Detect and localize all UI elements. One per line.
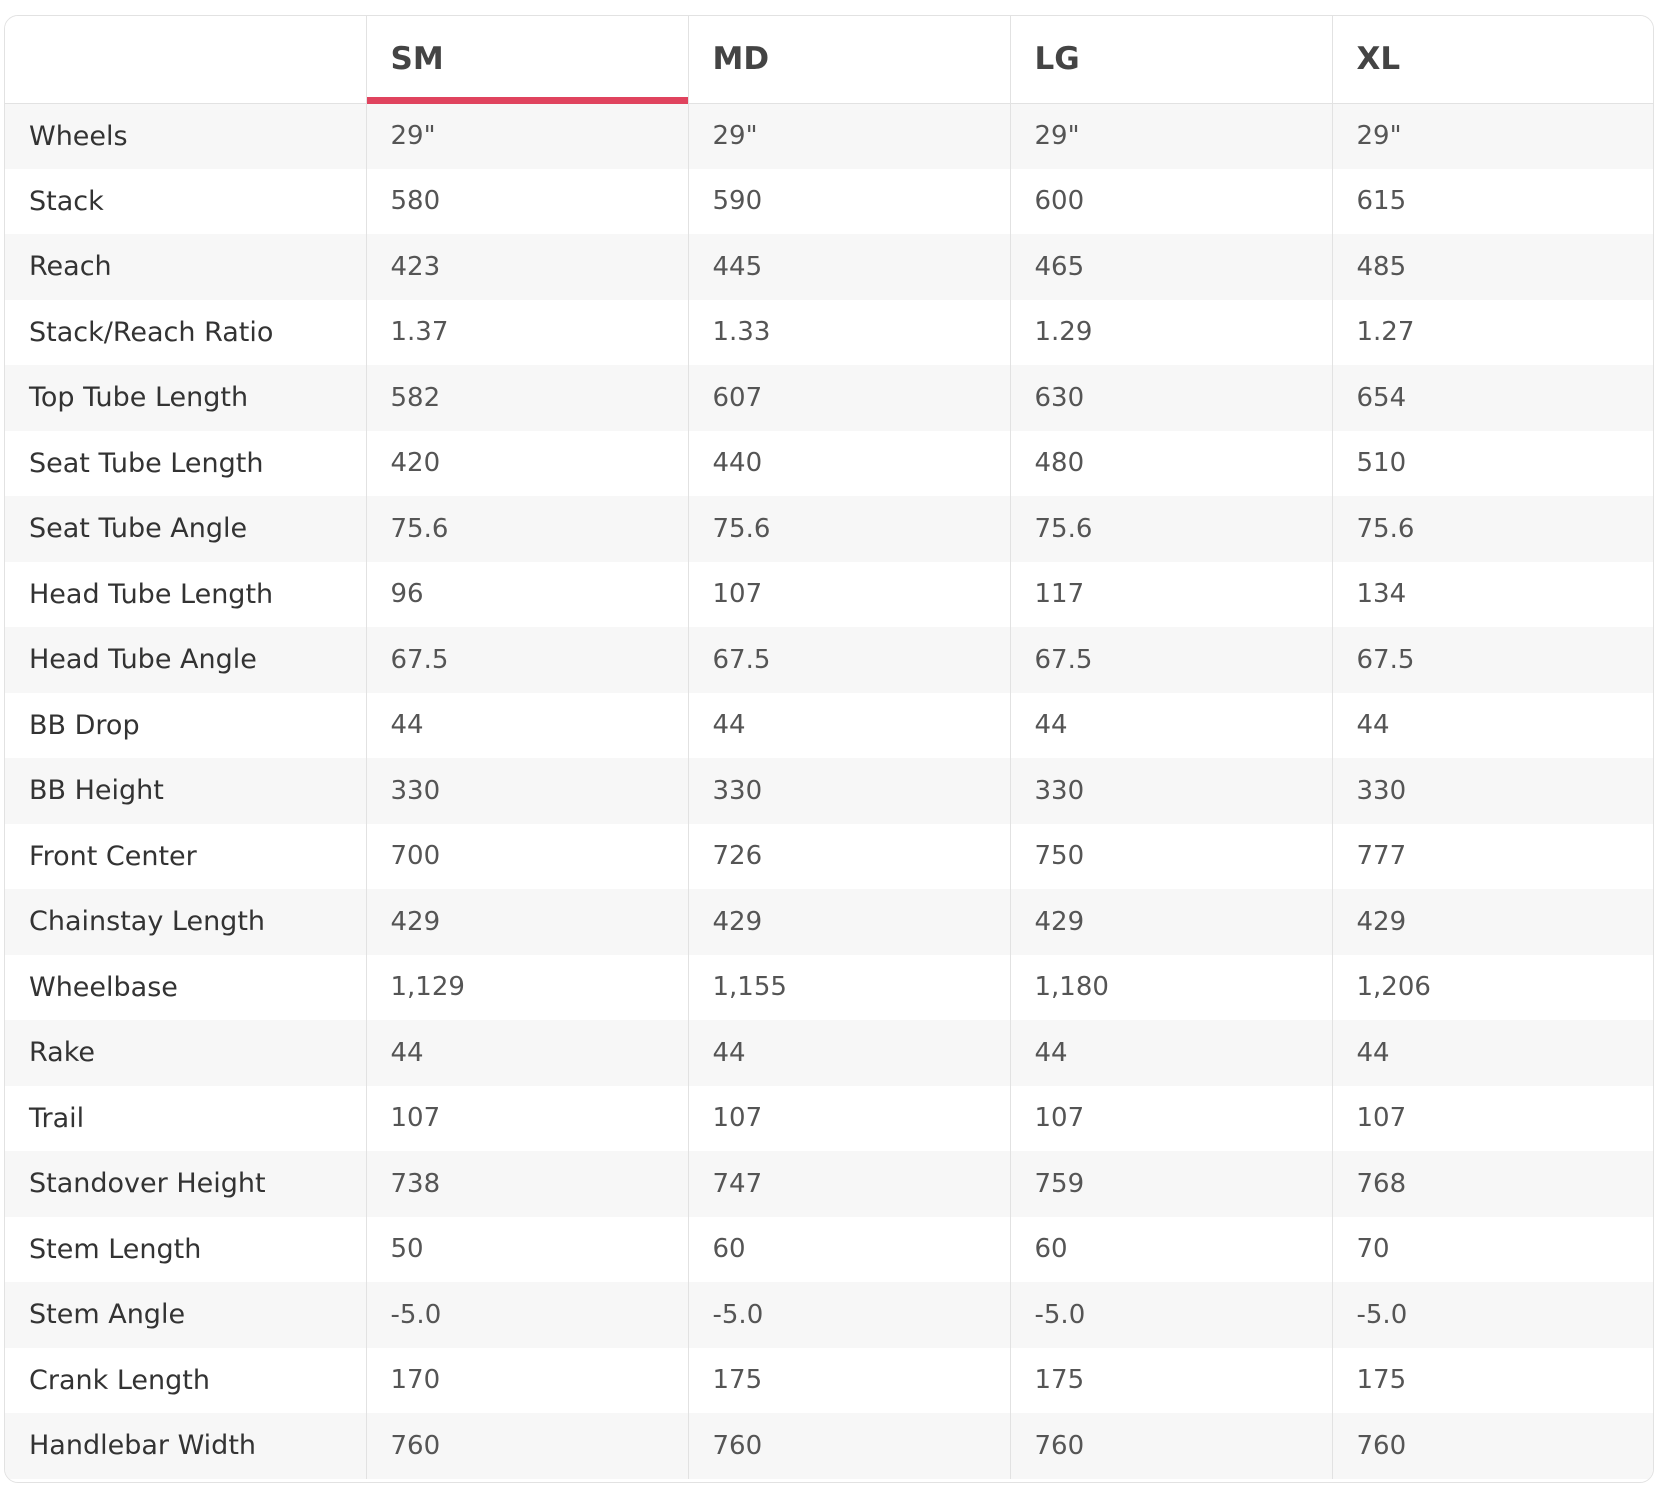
value-cell-sm: 423 — [366, 234, 688, 300]
size-tab-xl[interactable]: XL — [1332, 16, 1654, 103]
value-cell-xl: 510 — [1332, 431, 1654, 497]
row-label: Head Tube Length — [5, 562, 366, 628]
table-row — [5, 562, 1654, 628]
value-cell-md: 747 — [688, 1151, 1010, 1217]
value-cell-sm: 330 — [366, 758, 688, 824]
value-cell-lg: 29" — [1010, 103, 1332, 169]
value-cell-xl: 654 — [1332, 365, 1654, 431]
value-cell-xl: 330 — [1332, 758, 1654, 824]
value-cell-xl: 75.6 — [1332, 496, 1654, 562]
table-row — [5, 234, 1654, 300]
table-row — [5, 1282, 1654, 1348]
row-label: Front Center — [5, 824, 366, 890]
value-cell-lg: 759 — [1010, 1151, 1332, 1217]
value-cell-md: 590 — [688, 169, 1010, 235]
row-label: Reach — [5, 234, 366, 300]
value-cell-sm: 96 — [366, 562, 688, 628]
value-cell-sm: 29" — [366, 103, 688, 169]
table-header — [5, 16, 1654, 103]
value-cell-md: 107 — [688, 1086, 1010, 1152]
row-label: Stack — [5, 169, 366, 235]
value-cell-xl: 429 — [1332, 889, 1654, 955]
value-cell-sm: 420 — [366, 431, 688, 497]
row-label: Chainstay Length — [5, 889, 366, 955]
table-row — [5, 889, 1654, 955]
table-row — [5, 1020, 1654, 1086]
value-cell-lg: 175 — [1010, 1348, 1332, 1414]
value-cell-md: 726 — [688, 824, 1010, 890]
row-label: Handlebar Width — [5, 1413, 366, 1479]
table-row — [5, 1217, 1654, 1283]
value-cell-lg: 429 — [1010, 889, 1332, 955]
table-row — [5, 824, 1654, 890]
table-row — [5, 1348, 1654, 1414]
row-label: Seat Tube Length — [5, 431, 366, 497]
value-cell-sm: 170 — [366, 1348, 688, 1414]
value-cell-sm: 760 — [366, 1413, 688, 1479]
value-cell-xl: 1.27 — [1332, 300, 1654, 366]
value-cell-lg: 107 — [1010, 1086, 1332, 1152]
value-cell-sm: 67.5 — [366, 627, 688, 693]
value-cell-md: 67.5 — [688, 627, 1010, 693]
value-cell-sm: 44 — [366, 693, 688, 759]
value-cell-sm: 44 — [366, 1020, 688, 1086]
value-cell-lg: 1.29 — [1010, 300, 1332, 366]
table-row — [5, 365, 1654, 431]
table-row — [5, 1086, 1654, 1152]
row-label: Wheelbase — [5, 955, 366, 1021]
value-cell-xl: 175 — [1332, 1348, 1654, 1414]
row-label: Stack/Reach Ratio — [5, 300, 366, 366]
row-label: Head Tube Angle — [5, 627, 366, 693]
table-row — [5, 758, 1654, 824]
row-label: BB Drop — [5, 693, 366, 759]
value-cell-md: 44 — [688, 693, 1010, 759]
value-cell-lg: 117 — [1010, 562, 1332, 628]
value-cell-sm: 580 — [366, 169, 688, 235]
value-cell-lg: 600 — [1010, 169, 1332, 235]
value-cell-md: 60 — [688, 1217, 1010, 1283]
table-row — [5, 169, 1654, 235]
header-row — [5, 16, 1654, 103]
value-cell-md: 1,155 — [688, 955, 1010, 1021]
table-row — [5, 1151, 1654, 1217]
value-cell-sm: 429 — [366, 889, 688, 955]
value-cell-md: 1.33 — [688, 300, 1010, 366]
value-cell-md: 330 — [688, 758, 1010, 824]
value-cell-md: 44 — [688, 1020, 1010, 1086]
value-cell-sm: 582 — [366, 365, 688, 431]
value-cell-xl: 768 — [1332, 1151, 1654, 1217]
value-cell-sm: 1.37 — [366, 300, 688, 366]
size-tab-sm[interactable]: SM — [366, 16, 688, 103]
value-cell-xl: 777 — [1332, 824, 1654, 890]
value-cell-md: 607 — [688, 365, 1010, 431]
table-row — [5, 103, 1654, 169]
size-tab-lg[interactable]: LG — [1010, 16, 1332, 103]
value-cell-md: 175 — [688, 1348, 1010, 1414]
table-row — [5, 693, 1654, 759]
row-label: Stem Length — [5, 1217, 366, 1283]
value-cell-lg: 60 — [1010, 1217, 1332, 1283]
row-label: Seat Tube Angle — [5, 496, 366, 562]
value-cell-lg: 480 — [1010, 431, 1332, 497]
geometry-table-card — [4, 15, 1654, 1483]
value-cell-md: 429 — [688, 889, 1010, 955]
value-cell-lg: 44 — [1010, 1020, 1332, 1086]
value-cell-lg: 67.5 — [1010, 627, 1332, 693]
value-cell-md: -5.0 — [688, 1282, 1010, 1348]
table-row — [5, 627, 1654, 693]
value-cell-lg: 1,180 — [1010, 955, 1332, 1021]
value-cell-xl: 44 — [1332, 1020, 1654, 1086]
value-cell-lg: 75.6 — [1010, 496, 1332, 562]
table-row — [5, 955, 1654, 1021]
header-blank-cell — [5, 16, 366, 103]
value-cell-sm: 700 — [366, 824, 688, 890]
size-tab-md[interactable]: MD — [688, 16, 1010, 103]
value-cell-lg: 465 — [1010, 234, 1332, 300]
value-cell-md: 445 — [688, 234, 1010, 300]
value-cell-md: 440 — [688, 431, 1010, 497]
table-row — [5, 300, 1654, 366]
value-cell-lg: 750 — [1010, 824, 1332, 890]
value-cell-md: 760 — [688, 1413, 1010, 1479]
value-cell-xl: 134 — [1332, 562, 1654, 628]
value-cell-sm: 75.6 — [366, 496, 688, 562]
value-cell-lg: 760 — [1010, 1413, 1332, 1479]
value-cell-xl: 67.5 — [1332, 627, 1654, 693]
value-cell-xl: 29" — [1332, 103, 1654, 169]
row-label: Top Tube Length — [5, 365, 366, 431]
value-cell-md: 29" — [688, 103, 1010, 169]
value-cell-xl: 1,206 — [1332, 955, 1654, 1021]
value-cell-lg: 630 — [1010, 365, 1332, 431]
geometry-table — [5, 16, 1654, 1479]
value-cell-xl: 760 — [1332, 1413, 1654, 1479]
row-label: Stem Angle — [5, 1282, 366, 1348]
value-cell-sm: 107 — [366, 1086, 688, 1152]
row-label: Crank Length — [5, 1348, 366, 1414]
row-label: Trail — [5, 1086, 366, 1152]
row-label: Standover Height — [5, 1151, 366, 1217]
value-cell-xl: 615 — [1332, 169, 1654, 235]
value-cell-md: 75.6 — [688, 496, 1010, 562]
value-cell-sm: 50 — [366, 1217, 688, 1283]
value-cell-sm: -5.0 — [366, 1282, 688, 1348]
table-body — [5, 103, 1654, 1479]
value-cell-xl: 70 — [1332, 1217, 1654, 1283]
value-cell-xl: 107 — [1332, 1086, 1654, 1152]
value-cell-xl: 485 — [1332, 234, 1654, 300]
row-label: BB Height — [5, 758, 366, 824]
row-label: Rake — [5, 1020, 366, 1086]
value-cell-xl: -5.0 — [1332, 1282, 1654, 1348]
value-cell-lg: 330 — [1010, 758, 1332, 824]
table-row — [5, 1413, 1654, 1479]
value-cell-lg: -5.0 — [1010, 1282, 1332, 1348]
table-row — [5, 496, 1654, 562]
value-cell-lg: 44 — [1010, 693, 1332, 759]
value-cell-xl: 44 — [1332, 693, 1654, 759]
table-row — [5, 431, 1654, 497]
value-cell-md: 107 — [688, 562, 1010, 628]
value-cell-sm: 1,129 — [366, 955, 688, 1021]
row-label: Wheels — [5, 103, 366, 169]
value-cell-sm: 738 — [366, 1151, 688, 1217]
